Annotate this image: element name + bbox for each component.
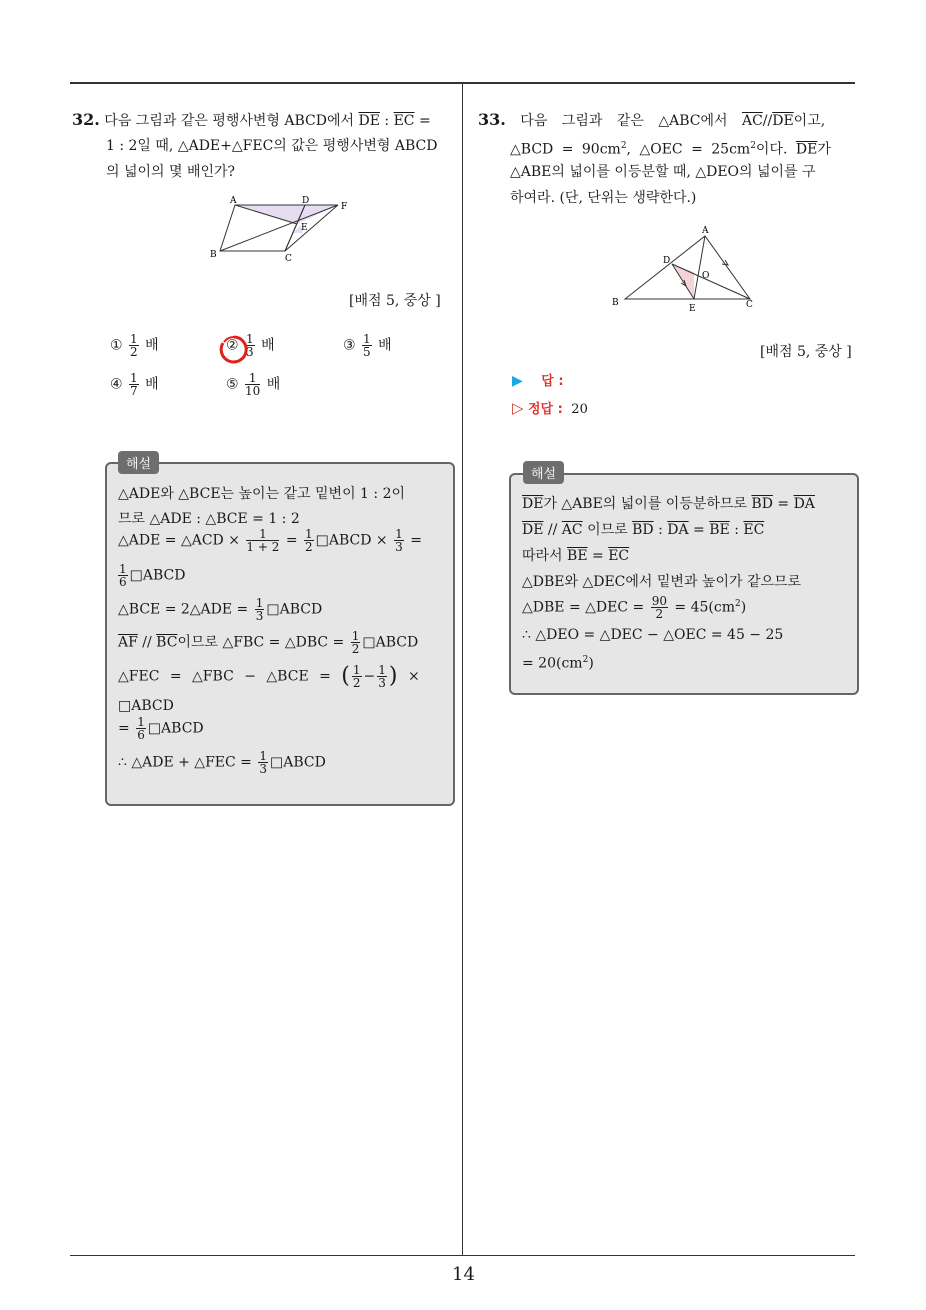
q33-sol-l7: = $20(cm^2)$	[522, 655, 594, 672]
outline-arrow-icon: ▷	[512, 399, 524, 417]
q33-score: [배점 5, 중상 ]	[760, 344, 852, 360]
q33-correct-row	[512, 398, 588, 417]
correct-value: 20	[571, 402, 588, 417]
q32-label-d: D	[302, 196, 310, 206]
answer-label: 답 :	[541, 374, 564, 389]
bottom-rule	[70, 1255, 855, 1256]
q33-label-d: D	[663, 256, 671, 266]
q33-sol-l6: ∴ △DEO = △DEC − △OEC = 45 − 25	[522, 627, 784, 643]
q32-line3: 의 넓이의 몇 배인가?	[106, 164, 236, 180]
q33-label-e: E	[689, 304, 696, 314]
q33-answer-row	[512, 370, 564, 389]
q32-sol-l5: △BCE = 2△ADE = $\frac{1}{3}$ □ABCD	[118, 596, 323, 623]
page-number: 14	[452, 1264, 475, 1285]
parallelogram-figure	[205, 193, 365, 263]
column-divider	[462, 82, 463, 1256]
q32-sol-l6: $\overline{AF} // \overline{BC}$이므로 △FBC = △DBC = $\frac{1}{2}$ □ABCD	[118, 629, 419, 656]
q32-sol-l3: △ADE = △ACD × $\frac{1}{1 + 2}$ = $\frac{1}{2}$ □ABCD × $\frac{1}{3}$ =	[118, 527, 422, 554]
q32-choice-1[interactable]: ① $\frac{1}{2}$ 배	[110, 332, 159, 359]
q32-sol-l1: △ADE와 △BCE는 높이는 같고 밑변이 1 : 2이	[118, 486, 406, 502]
q32-number: 32.	[72, 110, 100, 129]
q33-line2: △BCD = $90cm^2$, △OEC = $25cm^2$이다. $\overline{DE}$가	[510, 141, 831, 158]
q33-solution-tag: 해설	[523, 461, 564, 484]
q32-sol-l4: $\frac{1}{6}$ □ABCD	[119, 562, 186, 589]
q33-line4: 하여라. (단, 단위는 생략한다.)	[510, 190, 697, 206]
q32-score: [배점 5, 중상 ]	[349, 293, 441, 309]
q33-sol-l3: 따라서 $\overline{BE} = \overline{EC}$	[522, 548, 630, 564]
q32-label-f: F	[341, 202, 348, 212]
q32-sol-l2: 므로 △ADE : △BCE = 1 : 2	[118, 511, 300, 527]
q32-label-b: B	[210, 250, 217, 260]
q33-line3: △ABE의 넓이를 이등분할 때, △DEO의 넓이를 구	[510, 164, 816, 180]
q33-label-a: A	[702, 226, 709, 236]
q32-choice-2[interactable]: ② $\frac{1}{3}$ 배	[226, 332, 275, 359]
q33-line1: 33. 다음 그림과 같은 △ABC에서 $\overline{AC}//\overline{DE}$이고,	[478, 110, 826, 129]
q32-label-e: E	[301, 223, 308, 233]
correct-label: 정답 :	[528, 402, 563, 417]
q33-sol-l5: △DBE = △DEC = $\frac{90}{2}$ = $45(cm^2)$	[522, 594, 747, 622]
q32-choice-3[interactable]: ③ $\frac{1}{5}$ 배	[343, 332, 392, 359]
q32-choice-5[interactable]: ⑤ $\frac{1}{10}$ 배	[226, 371, 281, 398]
play-arrow-icon: ▶	[512, 373, 523, 389]
q32-choice-4[interactable]: ④ $\frac{1}{7}$ 배	[110, 371, 159, 398]
q33-label-b: B	[612, 298, 619, 308]
q32-sol-l9: = $\frac{1}{6}$ □ABCD	[118, 715, 204, 742]
q32-solution-tag: 해설	[118, 451, 159, 474]
q33-label-o: O	[702, 271, 710, 281]
q32-label-c: C	[285, 254, 292, 263]
q32-sol-l10: ∴ △ADE + △FEC = $\frac{1}{3}$ □ABCD	[118, 749, 326, 776]
q33-number: 33.	[478, 110, 506, 129]
q32-sol-l7: △FEC = △FBC − △BCE = ( $\frac{1}{2}$ − $\frac{1}{3}$ ) ×	[118, 663, 420, 690]
q33-sol-l2: $\overline{DE} // \overline{AC}$ 이므로 $\overline{BD}$ : $\overline{DA} = \overline{BE}$ : $\overline{EC}$	[522, 522, 765, 538]
triangle-figure	[605, 222, 765, 317]
q32-sol-l8: □ABCD	[118, 698, 174, 714]
q33-sol-l4: △DBE와 △DEC에서 밑변과 높이가 같으므로	[522, 574, 802, 590]
q33-sol-l1: $\overline{DE}$가 △ABE의 넓이를 이등분하므로 $\overline{BD} = \overline{DA}$	[522, 496, 815, 512]
q33-label-c: C	[746, 300, 753, 310]
selected-answer-circle	[218, 334, 250, 366]
q32-line1: 32. 다음 그림과 같은 평행사변형 ABCD에서 $\overline{DE}$ : $\overline{EC}$ =	[72, 110, 431, 129]
q32-label-a: A	[230, 196, 237, 206]
q32-line2: 1 : 2일 때, △ADE+△FEC의 값은 평행사변형 ABCD	[106, 138, 438, 154]
